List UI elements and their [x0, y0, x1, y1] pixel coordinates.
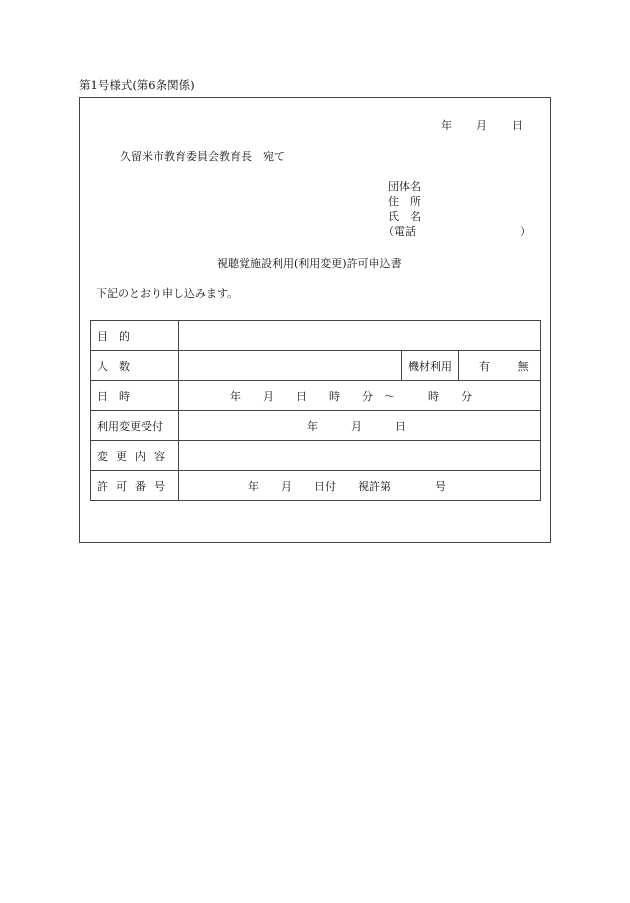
datetime-value: 年 月 日 時 分 ～ 時 分	[230, 389, 472, 403]
permit-field[interactable]	[179, 471, 541, 501]
phone-close-paren: ）	[520, 225, 531, 238]
people-label	[91, 351, 179, 381]
equipment-no[interactable]: 無	[517, 359, 529, 373]
address-label: 住 所	[388, 195, 421, 208]
name-label: 氏 名	[388, 210, 421, 223]
date-day-label: 日	[512, 119, 523, 132]
table-row-people	[91, 351, 541, 381]
table-row-purpose	[91, 321, 541, 351]
table-row-datetime	[91, 381, 541, 411]
change-content-label-text: 変更内容	[97, 449, 173, 463]
table-row-change-received	[91, 411, 541, 441]
change-received-label: 利用変更受付	[91, 411, 179, 441]
people-field[interactable]	[179, 351, 402, 381]
table-row-change-content	[91, 441, 541, 471]
form-number: 第1号様式(第6条関係)	[79, 78, 195, 92]
datetime-field[interactable]	[179, 381, 541, 411]
equipment-choice[interactable]	[459, 351, 541, 381]
table-row-permit	[91, 471, 541, 501]
change-received-field[interactable]	[179, 411, 541, 441]
datetime-label	[91, 381, 179, 411]
change-content-label	[91, 441, 179, 471]
addressee: 久留米市教育委員会教育長 宛て	[120, 150, 285, 163]
permit-label-text: 許可番号	[97, 479, 173, 493]
lead-text: 下記のとおり申し込みます。	[96, 287, 239, 300]
equipment-label: 機材利用	[402, 351, 459, 381]
change-content-field[interactable]	[179, 441, 541, 471]
application-table	[90, 320, 541, 501]
purpose-label	[91, 321, 179, 351]
date-year-label: 年	[441, 119, 452, 132]
change-received-value: 年 月 日	[307, 419, 406, 433]
datetime-label-text: 日 時	[97, 389, 130, 403]
purpose-field[interactable]	[179, 321, 541, 351]
permit-label	[91, 471, 179, 501]
form-title: 視聴覚施設利用(利用変更)許可申込書	[217, 257, 402, 270]
date-month-label: 月	[476, 119, 487, 132]
permit-value: 年 月 日付 視許第 号	[248, 479, 446, 493]
people-label-text: 人 数	[97, 359, 130, 373]
equipment-yes[interactable]: 有	[479, 359, 490, 373]
purpose-label-text: 目 的	[97, 329, 130, 343]
phone-label: （電話	[383, 225, 416, 238]
group-name-label: 団体名	[388, 180, 421, 193]
